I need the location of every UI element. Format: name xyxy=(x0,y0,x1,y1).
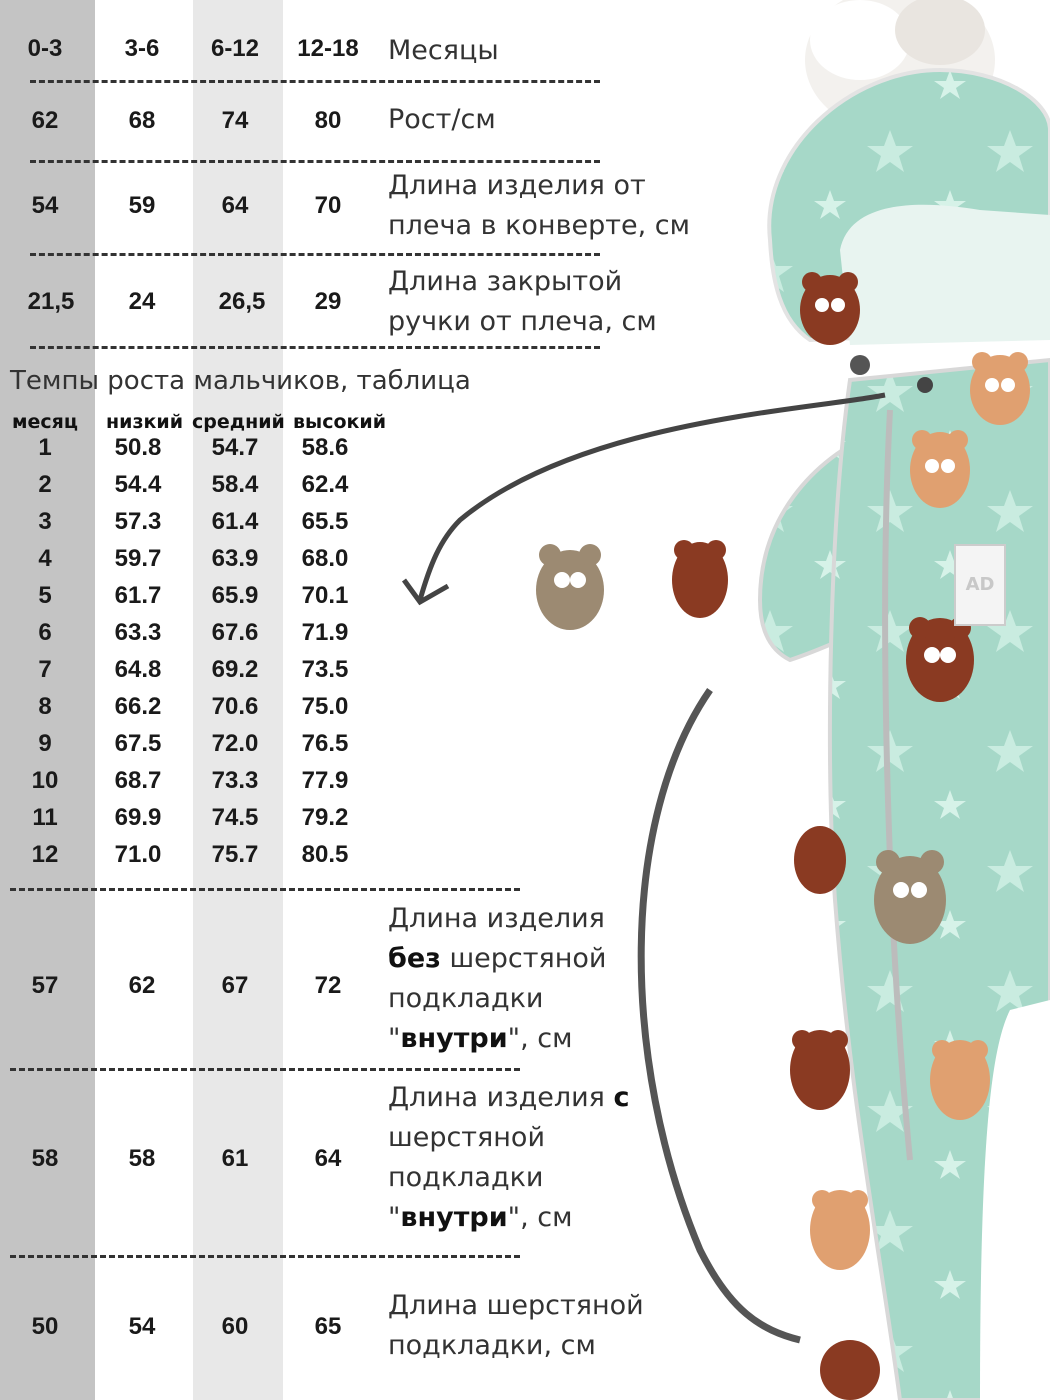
wool-lining-label xyxy=(388,1286,644,1366)
envelope-cell: 54 xyxy=(31,192,59,219)
divider xyxy=(10,1255,520,1258)
with-lining-line-4 xyxy=(388,1198,630,1238)
height-cell: 80 xyxy=(314,107,342,134)
with-lining-line-1 xyxy=(388,1078,630,1118)
growth-month-cell: 7 xyxy=(38,656,52,683)
with-lining-line-3: подкладки xyxy=(388,1162,544,1193)
growth-value-cell: 75.7 xyxy=(211,841,259,868)
growth-value-cell: 63.3 xyxy=(114,619,162,646)
growth-month-cell: 5 xyxy=(38,582,52,609)
with-lining-cell: 64 xyxy=(314,1145,342,1172)
sleeve-cell: 26,5 xyxy=(218,288,266,315)
growth-value-cell: 54.4 xyxy=(114,471,162,498)
growth-value-cell: 69.9 xyxy=(114,804,162,831)
without-lining-line-2 xyxy=(388,939,606,979)
divider xyxy=(30,160,600,163)
with-lining-line-2: шерстяной xyxy=(388,1122,545,1153)
growth-value-cell: 73.5 xyxy=(301,656,349,683)
growth-value-cell: 77.9 xyxy=(301,767,349,794)
growth-value-cell: 67.5 xyxy=(114,730,162,757)
growth-value-cell: 71.9 xyxy=(301,619,349,646)
height-cell: 74 xyxy=(221,107,249,134)
text-span: шерстяной xyxy=(440,943,607,974)
height-cell: 62 xyxy=(31,107,59,134)
height-label: Рост/см xyxy=(388,104,496,135)
growth-value-cell: 66.2 xyxy=(114,693,162,720)
height-cell: 68 xyxy=(128,107,156,134)
growth-value-cell: 69.2 xyxy=(211,656,259,683)
growth-value-cell: 57.3 xyxy=(114,508,162,535)
divider xyxy=(30,80,600,83)
months-cell: 0-3 xyxy=(27,35,63,62)
months-cell: 12-18 xyxy=(297,35,359,62)
envelope-cell: 59 xyxy=(128,192,156,219)
envelope-label-line-1: Длина изделия от xyxy=(388,170,646,201)
divider xyxy=(10,1068,520,1071)
wool-lining-line-1: Длина шерстяной xyxy=(388,1290,644,1321)
growth-table-title: Темпы роста мальчиков, таблица xyxy=(10,366,471,396)
envelope-cell: 64 xyxy=(221,192,249,219)
wool-lining-line-2: подкладки, см xyxy=(388,1330,596,1361)
without-lining-line-1: Длина изделия xyxy=(388,903,605,934)
growth-header-month: месяц xyxy=(12,411,78,433)
wool-lining-cell: 50 xyxy=(31,1313,59,1340)
with-lining-cell: 58 xyxy=(31,1145,59,1172)
growth-value-cell: 61.7 xyxy=(114,582,162,609)
without-lining-cell: 62 xyxy=(128,972,156,999)
growth-value-cell: 74.5 xyxy=(211,804,259,831)
growth-value-cell: 62.4 xyxy=(301,471,349,498)
text-span: ", см xyxy=(507,1202,573,1233)
growth-month-cell: 10 xyxy=(31,767,59,794)
months-label: Месяцы xyxy=(388,35,499,66)
divider xyxy=(10,888,520,891)
sleeve-label xyxy=(388,262,657,342)
growth-value-cell: 63.9 xyxy=(211,545,259,572)
without-lining-line-3: подкладки xyxy=(388,983,544,1014)
sleeve-cell: 21,5 xyxy=(27,288,75,315)
growth-value-cell: 72.0 xyxy=(211,730,259,757)
growth-month-cell: 6 xyxy=(38,619,52,646)
bold-word: без xyxy=(388,943,441,974)
growth-value-cell: 58.4 xyxy=(211,471,259,498)
growth-value-cell: 65.5 xyxy=(301,508,349,535)
text-span: " xyxy=(388,1023,401,1054)
growth-month-cell: 11 xyxy=(32,804,58,831)
envelope-label-line-2: плеча в конверте, см xyxy=(388,210,690,241)
divider xyxy=(30,253,600,256)
without-lining-cell: 72 xyxy=(314,972,342,999)
with-lining-cell: 58 xyxy=(128,1145,156,1172)
growth-value-cell: 65.9 xyxy=(211,582,259,609)
growth-value-cell: 61.4 xyxy=(211,508,259,535)
growth-month-cell: 12 xyxy=(31,841,59,868)
sleeve-cell: 29 xyxy=(314,288,342,315)
growth-value-cell: 59.7 xyxy=(114,545,162,572)
wool-lining-cell: 54 xyxy=(128,1313,156,1340)
growth-header-mid: средний xyxy=(192,411,285,433)
growth-header-high: высокий xyxy=(293,411,387,433)
without-lining-cell: 57 xyxy=(31,972,59,999)
brand-logo-text: AD xyxy=(965,574,995,595)
growth-value-cell: 80.5 xyxy=(301,841,349,868)
sleeve-label-line-1: Длина закрытой xyxy=(388,266,623,297)
wool-lining-cell: 65 xyxy=(314,1313,342,1340)
growth-month-cell: 2 xyxy=(38,471,52,498)
growth-value-cell: 67.6 xyxy=(211,619,259,646)
months-cell: 6-12 xyxy=(210,35,260,62)
with-lining-label xyxy=(388,1078,630,1238)
bold-word: внутри xyxy=(400,1202,508,1233)
envelope-cell: 70 xyxy=(314,192,342,219)
text-span: Длина изделия xyxy=(388,1082,614,1113)
growth-value-cell: 70.6 xyxy=(211,693,259,720)
growth-value-cell: 50.8 xyxy=(114,434,162,461)
without-lining-label xyxy=(388,899,606,1059)
growth-value-cell: 79.2 xyxy=(301,804,349,831)
growth-value-cell: 64.8 xyxy=(114,656,162,683)
growth-value-cell: 54.7 xyxy=(211,434,259,461)
sleeve-cell: 24 xyxy=(128,288,156,315)
text-span: ", см xyxy=(507,1023,573,1054)
growth-month-cell: 4 xyxy=(38,545,52,572)
bold-word: с xyxy=(613,1082,630,1113)
growth-month-cell: 9 xyxy=(38,730,52,757)
growth-value-cell: 71.0 xyxy=(114,841,162,868)
divider xyxy=(30,346,600,349)
envelope-label xyxy=(388,166,690,246)
growth-value-cell: 70.1 xyxy=(301,582,349,609)
growth-value-cell: 58.6 xyxy=(301,434,349,461)
brand-tag xyxy=(955,545,1005,625)
growth-value-cell: 73.3 xyxy=(211,767,259,794)
sleeve-label-line-2: ручки от плеча, см xyxy=(388,306,657,337)
without-lining-cell: 67 xyxy=(221,972,249,999)
without-lining-line-4 xyxy=(388,1019,606,1059)
with-lining-cell: 61 xyxy=(221,1145,249,1172)
growth-value-cell: 68.7 xyxy=(114,767,162,794)
text-span: " xyxy=(388,1202,401,1233)
growth-value-cell: 75.0 xyxy=(301,693,349,720)
growth-value-cell: 76.5 xyxy=(301,730,349,757)
growth-header-low: низкий xyxy=(106,411,184,433)
wool-lining-cell: 60 xyxy=(221,1313,249,1340)
length-arrow xyxy=(641,690,800,1340)
months-cell: 3-6 xyxy=(124,35,160,62)
growth-month-cell: 8 xyxy=(38,693,52,720)
growth-value-cell: 68.0 xyxy=(301,545,349,572)
growth-month-cell: 1 xyxy=(38,434,52,461)
bold-word: внутри xyxy=(400,1023,508,1054)
growth-month-cell: 3 xyxy=(38,508,52,535)
